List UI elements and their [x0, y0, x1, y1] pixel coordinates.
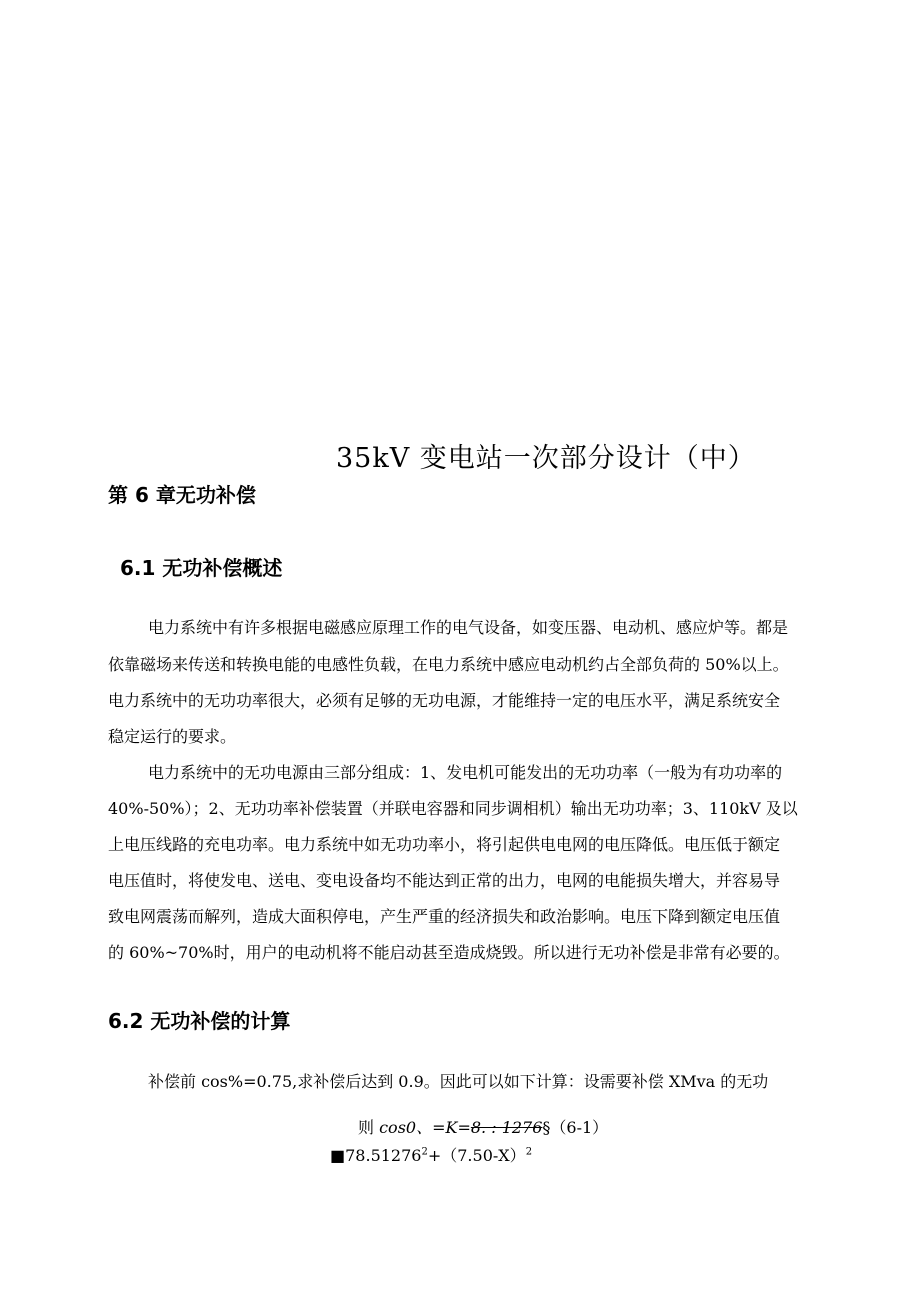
chapter-title: 第 6 章无功补偿 — [108, 483, 256, 507]
paragraph-1-line-4: 稳定运行的要求。 — [108, 727, 237, 746]
formula-denominator-main: ■78.51276 — [330, 1146, 422, 1165]
paragraph-1-line-2: 依靠磁场来传送和转换电能的电感性负载，在电力系统中感应电动机约占全部负荷的 50%以上。 — [108, 655, 789, 674]
formula-6-1 — [358, 1115, 608, 1138]
document-title: 35kV 变电站一次部分设计（中） — [336, 443, 756, 474]
formula-exponent-1: 2 — [421, 1146, 428, 1158]
formula-denominator — [330, 1143, 532, 1166]
paragraph-1-line-1: 电力系统中有许多根据电磁感应原理工作的电气设备，如变压器、电动机、感应炉等。都是 — [148, 618, 789, 637]
formula-equation-number: §（6-1） — [542, 1118, 609, 1137]
section-6-2-intro: 补偿前 cos%=0.75,求补偿后达到 0.9。因此可以如下计算：设需要补偿 XMva 的无功 — [148, 1072, 769, 1091]
formula-struck-part: 8. : 1276 — [470, 1118, 543, 1137]
formula-exponent-2: 2 — [525, 1146, 533, 1158]
paragraph-2-line-3: 上电压线路的充电功率。电力系统中如无功功率小，将引起供电电网的电压降低。电压低于额定 — [108, 835, 781, 854]
formula-denominator-mid: +（7.50-X） — [427, 1146, 526, 1165]
formula-prefix: 则 — [358, 1118, 380, 1137]
paragraph-1-line-3: 电力系统中的无功功率很大，必须有足够的无功电源，才能维持一定的电压水平，满足系统安全 — [108, 691, 781, 710]
formula-italic-part: cos0、=K= — [379, 1118, 471, 1137]
paragraph-2-line-4: 电压值时，将使发电、送电、变电设备均不能达到正常的出力，电网的电能损失增大，并容易导 — [108, 871, 781, 890]
paragraph-2-line-2: 40%-50%）；2、无功功率补偿装置（并联电容器和同步调相机）输出无功功率；3、110kV 及以 — [108, 799, 798, 818]
paragraph-2-line-6: 的 60%~70%时，用户的电动机将不能启动甚至造成烧毁。所以进行无功补偿是非常有必要的。 — [108, 943, 790, 962]
paragraph-2-line-5: 致电网震荡而解列，造成大面积停电，产生严重的经济损失和政治影响。电压下降到额定电压值 — [108, 907, 781, 926]
section-6-2-heading: 6.2 无功补偿的计算 — [108, 1009, 291, 1033]
paragraph-2-line-1: 电力系统中的无功电源由三部分组成：1、发电机可能发出的无功功率（一般为有功功率的 — [148, 763, 783, 782]
section-6-1-heading: 6.1 无功补偿概述 — [120, 556, 283, 580]
